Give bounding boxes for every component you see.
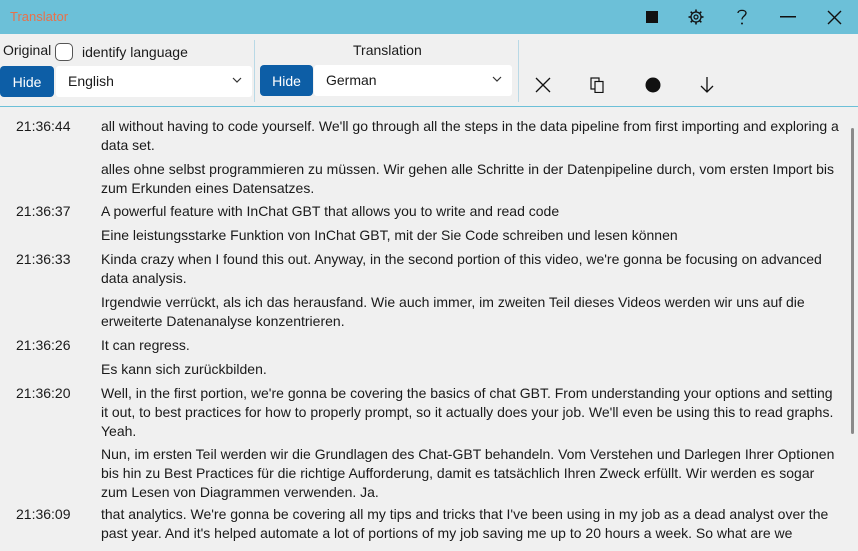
original-label: Original <box>3 42 52 58</box>
identify-language-label: identify language <box>82 44 188 60</box>
copy-icon[interactable] <box>582 70 612 100</box>
entry-time: 21:36:09 <box>16 506 71 522</box>
source-language-select[interactable] <box>56 66 252 97</box>
stop-square-icon[interactable] <box>640 0 664 34</box>
divider <box>518 40 519 102</box>
entry-time: 21:36:20 <box>16 385 71 401</box>
entry-time: 21:36:33 <box>16 251 71 267</box>
record-icon[interactable] <box>638 70 668 100</box>
target-language-select[interactable] <box>314 65 512 96</box>
toolbar <box>0 34 858 107</box>
original-text: Well, in the first portion, we're gonna be covering the basics of chat GBT. From understanding your options and setting it out, to best practices for how to properly prompt, so it actually does your job. We'll even be using this to read graphs. Yeah. <box>101 385 834 439</box>
original-text: Kinda crazy when I found this out. Anyway, in the second portion of this video, we're gonna be focusing on advanced data analysis. <box>101 251 822 286</box>
translated-text: alles ohne selbst programmieren zu müssen. Wir gehen alle Schritte in der Datenpipeline durch, vom ersten Import bis zum Erkunden eines Datensatzes. <box>101 161 835 196</box>
gear-icon[interactable] <box>684 0 708 34</box>
entry-time: 21:36:26 <box>16 337 71 353</box>
hide-original-button[interactable]: Hide <box>0 66 54 97</box>
title-bar <box>0 0 858 34</box>
translated-text: Eine leistungsstarke Funktion von InChat GBT, mit der Sie Code schreiben und lesen können <box>101 227 678 243</box>
hide-translation-button[interactable]: Hide <box>260 65 313 96</box>
arrow-down-icon[interactable] <box>692 70 722 100</box>
translated-text: Nun, im ersten Teil werden wir die Grundlagen des Chat-GBT behandeln. Vom Verstehen und Darlegen Ihrer Optionen bis hin zu Best Practices für die richtige Aufforderung, damit es tatsächlich Ihren Zweck erfüllt. Wir werden es sogar zum Lesen von Diagrammen verwenden. Ja. <box>101 446 835 500</box>
window-title: Translator <box>10 9 69 24</box>
vertical-scrollbar[interactable] <box>851 128 854 434</box>
transcript-list <box>0 107 858 551</box>
translated-text: Es kann sich zurückbilden. <box>101 361 267 377</box>
translation-label: Translation <box>353 42 422 58</box>
target-language-value: German <box>326 72 377 88</box>
source-language-value: English <box>68 73 114 89</box>
minimize-icon[interactable] <box>776 0 800 34</box>
translated-text: Irgendwie verrückt, als ich das herausfand. Wie auch immer, im zweiten Teil dieses Videos werden wir uns auf die erweiterte Datenanalyse konzentrieren. <box>101 294 805 329</box>
divider <box>254 40 255 102</box>
help-icon[interactable] <box>730 0 754 34</box>
original-text: It can regress. <box>101 337 190 353</box>
entry-time: 21:36:44 <box>16 118 71 134</box>
original-text: all without having to code yourself. We'll go through all the steps in the data pipeline from first importing and exploring a data set. <box>101 118 839 153</box>
original-text: that analytics. We're gonna be covering all my tips and tricks that I've been using in my job as a dead analyst over the past year. And it's helped automate a lot of portions of my job saving me up to 20 hours a week. So what are we <box>101 506 829 541</box>
close-icon[interactable] <box>822 0 846 34</box>
identify-language-checkbox[interactable] <box>55 43 73 61</box>
chevron-down-icon <box>232 72 242 91</box>
entry-time: 21:36:37 <box>16 203 71 219</box>
chevron-down-icon <box>492 71 502 90</box>
clear-icon[interactable] <box>528 70 558 100</box>
original-text: A powerful feature with InChat GBT that allows you to write and read code <box>101 203 560 219</box>
